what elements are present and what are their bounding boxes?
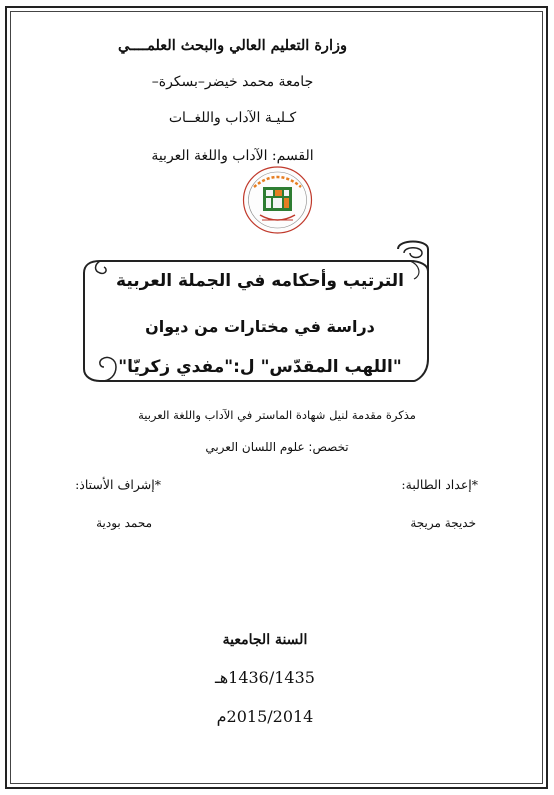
ministry-heading: وزارة التعليم العالي والبحث العلمــــي <box>118 37 347 54</box>
specialization: تخصص: علوم اللسان العربي <box>205 440 349 454</box>
university-seal-icon <box>240 165 315 235</box>
supervisor-label: *إشراف الأستاذ: <box>75 477 161 492</box>
student-label: *إعداد الطالبة: <box>401 477 478 492</box>
student-name: خديجة مريجة <box>410 516 476 530</box>
thesis-title-line1: الترتيب وأحكامه في الجملة العربية <box>116 271 404 291</box>
supervisor-name: محمد بودية <box>96 516 152 530</box>
department-heading: القسم: الآداب واللغة العربية <box>151 148 314 164</box>
title-scroll <box>80 235 440 385</box>
thesis-title-line2: دراسة في مختارات من ديوان <box>145 317 375 336</box>
university-heading: جامعة محمد خيضر–بسكرة– <box>151 74 314 90</box>
faculty-heading: كـليـة الآداب واللغــات <box>168 110 297 126</box>
academic-year-label: السنة الجامعية <box>222 632 308 648</box>
thesis-title-line3: "اللهب المقدّس" ل:"مفدي زكريّا" <box>118 357 402 377</box>
memo-statement: مذكرة مقدمة لنيل شهادة الماستر في الآداب واللغة العربية <box>138 408 416 422</box>
hijri-year: 1436/1435هـ <box>215 668 315 687</box>
gregorian-year: 2015/2014م <box>216 707 314 726</box>
